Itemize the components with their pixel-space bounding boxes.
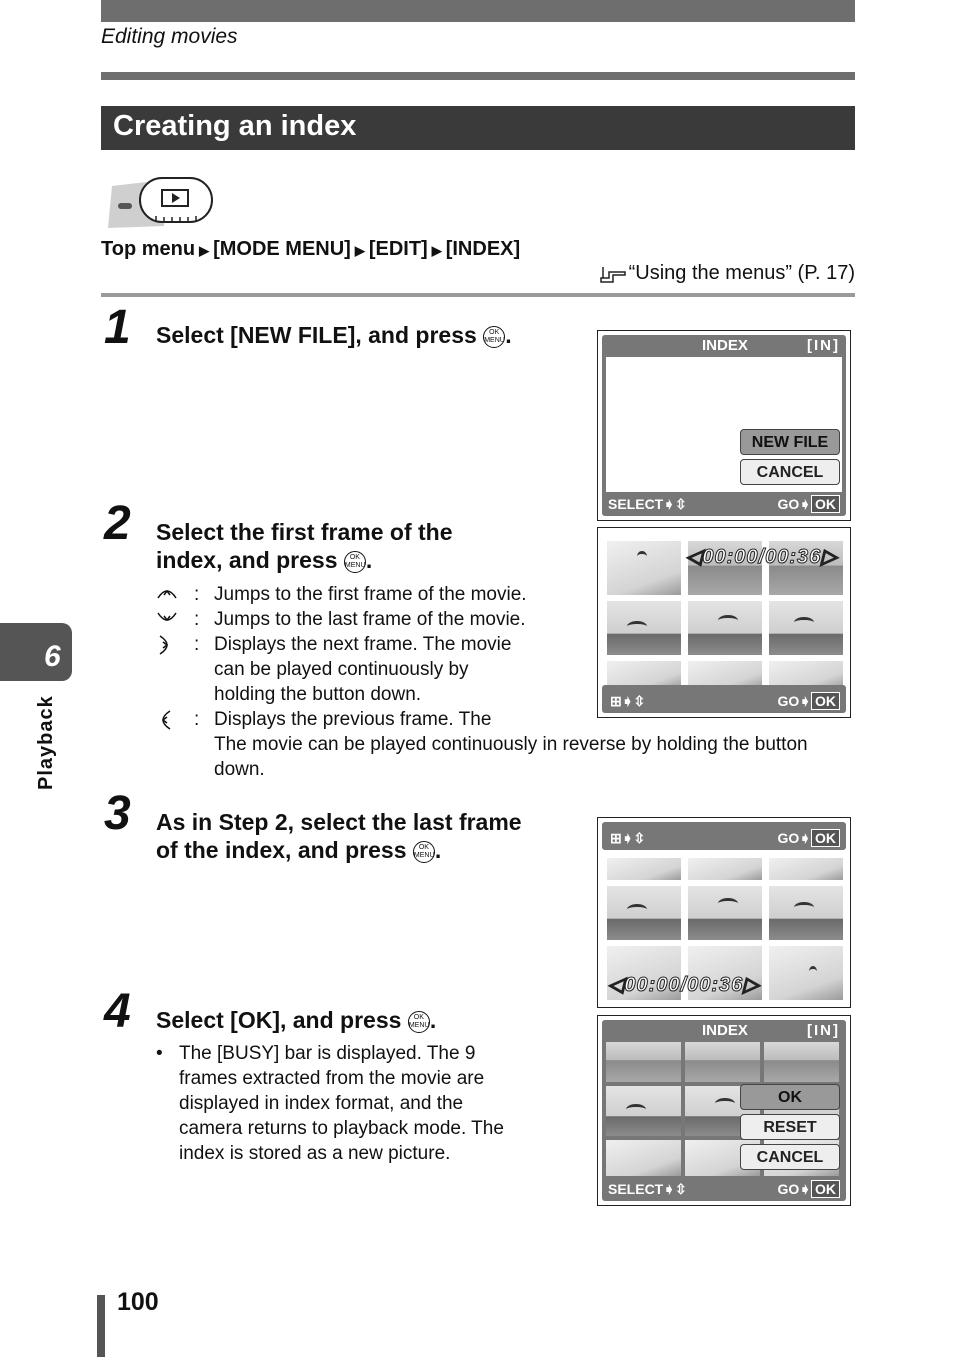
ok-box: OK	[811, 495, 840, 513]
header-bar	[101, 0, 855, 22]
step-number-1: 1	[104, 301, 131, 354]
ok-menu-button-icon: OK MENU	[413, 841, 435, 863]
timecode-display: ◁00:00/00:36▷	[608, 974, 760, 996]
arrow-icon: ➧	[799, 693, 811, 709]
title-bar	[101, 106, 855, 150]
step-number-3: 3	[104, 787, 131, 840]
arrow-icon: ➧	[799, 830, 811, 846]
step-1-title: Select [NEW FILE], and press OK MENU.	[156, 322, 512, 348]
step-number-4: 4	[104, 985, 131, 1038]
go-label: GO	[777, 1181, 800, 1197]
arrow-icon: ➧	[799, 1181, 811, 1197]
screen-header: INDEX	[702, 1022, 748, 1039]
pointing-hand-icon	[599, 264, 629, 284]
up-down-icon: ⇳	[674, 496, 687, 512]
arrow-left-button-icon	[158, 709, 172, 731]
divider	[101, 293, 855, 297]
memory-indicator: [IN]	[807, 337, 840, 354]
page-title: Creating an index	[113, 110, 357, 142]
select-label: SELECT	[608, 496, 664, 512]
chapter-label: Playback	[35, 695, 57, 790]
memory-indicator: [IN]	[807, 1022, 840, 1039]
path-edit: [EDIT]	[368, 238, 428, 260]
go-label: GO	[777, 496, 800, 512]
reference-note	[599, 262, 855, 285]
ok-box: OK	[811, 1180, 840, 1198]
path-top-menu: Top menu	[101, 238, 196, 260]
camera-screen-first-frame	[597, 527, 851, 718]
step-number-2: 2	[104, 497, 131, 550]
timecode-display: ◁00:00/00:36▷	[686, 546, 838, 568]
arrow-icon: ➧	[663, 496, 675, 512]
ok-box: OK	[811, 692, 840, 710]
list-item: : Displays the next frame. The movie can be played continuously by holding the button down.	[156, 632, 856, 707]
ok-box: OK	[811, 829, 840, 847]
list-item: : Jumps to the last frame of the movie.	[156, 607, 856, 632]
list-item: : Jumps to the first frame of the movie.	[156, 582, 856, 607]
playback-mode-dial-icon	[104, 176, 216, 235]
step-4-title: Select [OK], and press OK MENU.	[156, 1007, 437, 1033]
step-2-title: Select the first frame of the index, and press OK MENU.	[156, 519, 453, 573]
arrow-right-button-icon	[158, 634, 172, 656]
arrow-icon: ➧	[799, 496, 811, 512]
arrow-down-button-icon	[156, 611, 178, 625]
ok-menu-button-icon: OK MENU	[483, 326, 505, 348]
header-rule	[101, 72, 855, 80]
path-index: [INDEX]	[445, 238, 521, 260]
menu-option-cancel[interactable]: CANCEL	[740, 1144, 840, 1170]
arrow-right-icon: ▶	[199, 243, 210, 258]
screen-header: INDEX	[702, 337, 748, 354]
arrow-icon: ➧	[663, 1181, 675, 1197]
menu-option-cancel[interactable]: CANCEL	[740, 459, 840, 485]
menu-option-reset[interactable]: RESET	[740, 1114, 840, 1140]
page-number: 100	[117, 1288, 159, 1316]
frame-nav-icons: ⊞➧⇳	[610, 830, 646, 846]
frame-nav-icons: ⊞➧⇳	[610, 693, 646, 709]
step-1-text: Select [NEW FILE], and press	[156, 322, 477, 348]
select-label: SELECT	[608, 1181, 664, 1197]
arrow-right-icon: ▶	[431, 243, 442, 258]
menu-option-ok[interactable]: OK	[740, 1084, 840, 1110]
ok-menu-button-icon: OK MENU	[344, 551, 366, 573]
arrow-right-icon: ▶	[354, 243, 365, 258]
up-down-icon: ⇳	[674, 1181, 687, 1197]
go-label: GO	[777, 830, 800, 846]
list-item: : Displays the previous frame. The The movie can be played continuously in reverse by holding the button down.	[156, 707, 856, 782]
camera-screen-last-frame	[597, 817, 851, 1008]
go-label: GO	[777, 693, 800, 709]
section-label: Editing movies	[101, 25, 238, 48]
chapter-number: 6	[44, 640, 61, 673]
ok-menu-button-icon: OK MENU	[408, 1011, 430, 1033]
menu-option-new-file[interactable]: NEW FILE	[740, 429, 840, 455]
step-3-title: As in Step 2, select the last frame of the index, and press OK MENU.	[156, 809, 522, 863]
menu-path	[101, 238, 520, 261]
camera-screen-ok	[597, 1015, 851, 1206]
arrow-up-button-icon	[156, 586, 178, 600]
chapter-tab	[0, 623, 72, 681]
page-number-bar	[97, 1295, 105, 1357]
reference-text: “Using the menus” (P. 17)	[628, 262, 855, 284]
camera-screen-new-file	[597, 330, 851, 521]
path-mode-menu: [MODE MENU]	[213, 238, 351, 260]
